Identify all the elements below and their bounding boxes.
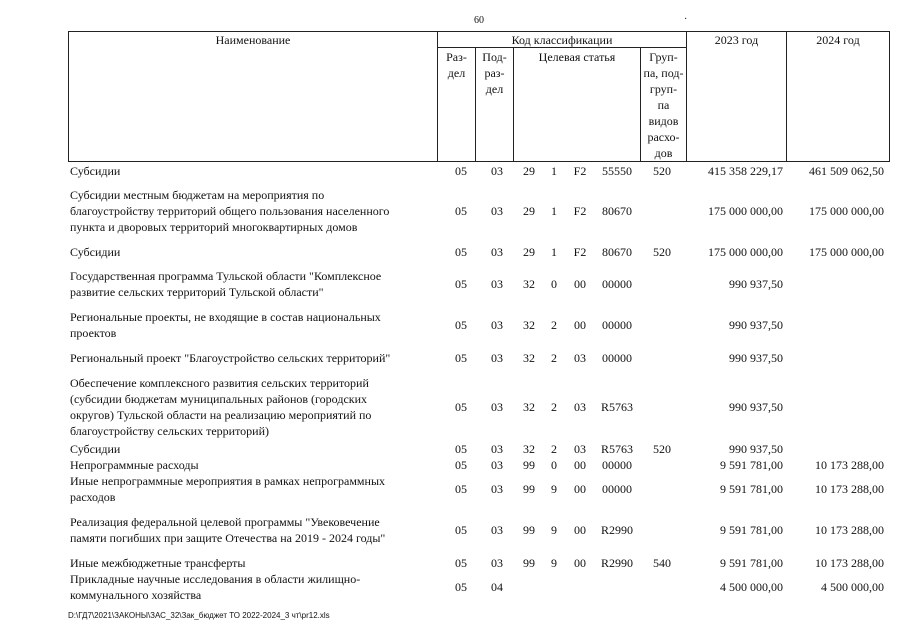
row-name-line: Региональные проекты, не входящие в состав национальных xyxy=(70,310,381,324)
header-podrazdel-line: дел xyxy=(485,82,504,96)
row-name-line: коммунального хозяйства xyxy=(70,588,202,602)
target-direction-cell: 00000 xyxy=(602,458,632,472)
target-program-cell: 32 xyxy=(523,351,535,365)
target-event-cell: F2 xyxy=(573,245,587,259)
header-code: Код классификации xyxy=(511,33,613,47)
target-subprogram-cell: 2 xyxy=(551,351,557,365)
razdel-cell: 05 xyxy=(455,458,467,472)
row-name-line: Субсидии xyxy=(70,442,121,456)
row-name xyxy=(70,441,425,457)
amount-2023-cell: 9 591 781,00 xyxy=(720,523,783,537)
header-bottom-line xyxy=(68,161,890,162)
row-name-line: Иные межбюджетные трансферты xyxy=(70,556,246,570)
header-2023: 2023 год xyxy=(714,33,759,47)
amount-2023-cell: 175 000 000,00 xyxy=(708,245,783,259)
target-event-cell: 00 xyxy=(574,523,586,537)
target-event-cell: F2 xyxy=(573,204,587,218)
row-name-line: Субсидии xyxy=(70,164,121,178)
row-name xyxy=(70,309,425,341)
row-name xyxy=(70,457,425,473)
expense-group-cell: 520 xyxy=(653,442,671,456)
amount-2023-cell: 4 500 000,00 xyxy=(720,580,783,594)
row-name-line: проектов xyxy=(70,326,117,340)
header-razdel xyxy=(438,49,475,81)
target-subprogram-cell: 9 xyxy=(551,482,557,496)
header-group-line: видов xyxy=(648,114,679,128)
target-program-cell: 29 xyxy=(523,245,535,259)
target-program-cell: 29 xyxy=(523,204,535,218)
podrazdel-cell: 03 xyxy=(491,318,503,332)
podrazdel-cell: 03 xyxy=(491,523,503,537)
header-podrazdel-line: Под- xyxy=(482,50,507,64)
target-program-cell: 32 xyxy=(523,318,535,332)
header-group xyxy=(641,49,686,161)
row-name-line: расходов xyxy=(70,490,116,504)
expense-group-cell: 540 xyxy=(653,556,671,570)
expense-group-cell: 520 xyxy=(653,245,671,259)
podrazdel-cell: 03 xyxy=(491,442,503,456)
header-group-line: па, под- xyxy=(643,66,684,80)
podrazdel-cell: 03 xyxy=(491,277,503,291)
border-left xyxy=(68,31,69,162)
header-group-line: па xyxy=(657,98,670,112)
row-name xyxy=(70,514,425,546)
razdel-cell: 05 xyxy=(455,523,467,537)
amount-2024-cell: 10 173 288,00 xyxy=(815,556,884,570)
target-program-cell: 99 xyxy=(523,556,535,570)
target-direction-cell: 00000 xyxy=(602,351,632,365)
amount-2023-cell: 415 358 229,17 xyxy=(708,164,783,178)
header-target: Целевая статья xyxy=(538,50,616,64)
row-name-line: Региональный проект "Благоустройство сельских территорий" xyxy=(70,351,391,365)
target-event-cell: 00 xyxy=(574,482,586,496)
amount-2023-cell: 990 937,50 xyxy=(729,442,783,456)
target-event-cell: 00 xyxy=(574,277,586,291)
target-event-cell: 03 xyxy=(574,400,586,414)
row-name xyxy=(70,375,425,439)
razdel-cell: 05 xyxy=(455,277,467,291)
amount-2023-cell: 9 591 781,00 xyxy=(720,458,783,472)
amount-2023-cell: 990 937,50 xyxy=(729,351,783,365)
header-group-line: Груп- xyxy=(649,50,678,64)
header-name: Наименование xyxy=(215,33,291,47)
podrazdel-cell: 03 xyxy=(491,245,503,259)
row-name xyxy=(70,555,425,571)
target-subprogram-cell: 2 xyxy=(551,400,557,414)
row-name xyxy=(70,268,425,300)
target-event-cell: F2 xyxy=(573,164,587,178)
header-podrazdel xyxy=(476,49,513,97)
row-name xyxy=(70,163,425,179)
footer-path: D:\ГД7\2021\ЗАКОНЫ\ЗАС_32\Зак_бюджет ТО 2022-2024_3 чт\pr12.xls xyxy=(68,611,330,620)
target-direction-cell: R2990 xyxy=(600,523,633,537)
header-group-line: дов xyxy=(654,146,673,160)
row-name-line: Субсидии xyxy=(70,245,121,259)
row-name-line: развитие сельских территорий Тульской области" xyxy=(70,285,324,299)
target-program-cell: 32 xyxy=(523,442,535,456)
target-subprogram-cell: 2 xyxy=(551,442,557,456)
row-name-line: пункта и дворовых территорий многоквартирных домов xyxy=(70,220,358,234)
target-subprogram-cell: 0 xyxy=(551,458,557,472)
border-2023 xyxy=(786,31,787,162)
target-program-cell: 99 xyxy=(523,482,535,496)
podrazdel-cell: 03 xyxy=(491,164,503,178)
target-subprogram-cell: 9 xyxy=(551,556,557,570)
target-event-cell: 03 xyxy=(574,442,586,456)
row-name xyxy=(70,473,425,505)
podrazdel-cell: 03 xyxy=(491,458,503,472)
row-name-line: округов) Тульской области на реализацию мероприятий по xyxy=(70,408,372,422)
target-direction-cell: 55550 xyxy=(602,164,632,178)
header-group-line: груп- xyxy=(649,82,678,96)
target-direction-cell: 80670 xyxy=(602,245,632,259)
target-program-cell: 32 xyxy=(523,400,535,414)
row-name xyxy=(70,187,425,235)
target-event-cell: 03 xyxy=(574,351,586,365)
target-direction-cell: R5763 xyxy=(600,400,633,414)
podrazdel-cell: 03 xyxy=(491,204,503,218)
podrazdel-cell: 04 xyxy=(491,580,503,594)
amount-2023-cell: 175 000 000,00 xyxy=(708,204,783,218)
target-subprogram-cell: 1 xyxy=(551,204,557,218)
row-name-line: Непрограммные расходы xyxy=(70,458,199,472)
amount-2023-cell: 990 937,50 xyxy=(729,277,783,291)
target-direction-cell: 00000 xyxy=(602,318,632,332)
amount-2023-cell: 9 591 781,00 xyxy=(720,482,783,496)
header-2024: 2024 год xyxy=(816,33,860,47)
border-right xyxy=(889,31,890,162)
header-group-line: расхо- xyxy=(647,130,680,144)
razdel-cell: 05 xyxy=(455,556,467,570)
header-razdel-line: дел xyxy=(447,66,466,80)
target-direction-cell: 80670 xyxy=(602,204,632,218)
target-direction-cell: R5763 xyxy=(600,442,633,456)
stray-mark: · xyxy=(684,14,688,25)
row-name-line: Иные непрограммные мероприятия в рамках непрограммных xyxy=(70,474,386,488)
header-razdel-line: Раз- xyxy=(446,50,467,64)
target-program-cell: 29 xyxy=(523,164,535,178)
amount-2024-cell: 4 500 000,00 xyxy=(821,580,884,594)
podrazdel-cell: 03 xyxy=(491,482,503,496)
amount-2024-cell: 10 173 288,00 xyxy=(815,523,884,537)
target-subprogram-cell: 1 xyxy=(551,245,557,259)
row-name-line: Субсидии местным бюджетам на мероприятия по xyxy=(70,188,325,202)
razdel-cell: 05 xyxy=(455,351,467,365)
razdel-cell: 05 xyxy=(455,245,467,259)
amount-2024-cell: 175 000 000,00 xyxy=(809,245,884,259)
target-subprogram-cell: 0 xyxy=(551,277,557,291)
target-subprogram-cell: 2 xyxy=(551,318,557,332)
target-direction-cell: R2990 xyxy=(600,556,633,570)
amount-2024-cell: 461 509 062,50 xyxy=(809,164,884,178)
header-podrazdel-line: раз- xyxy=(484,66,505,80)
row-name-line: благоустройству сельских территорий) xyxy=(70,424,270,438)
row-name xyxy=(70,350,425,366)
target-subprogram-cell: 9 xyxy=(551,523,557,537)
row-name-line: памяти погибших при защите Отечества на 2019 - 2024 годы" xyxy=(70,531,386,545)
target-direction-cell: 00000 xyxy=(602,482,632,496)
podrazdel-cell: 03 xyxy=(491,400,503,414)
amount-2024-cell: 10 173 288,00 xyxy=(815,482,884,496)
target-program-cell: 99 xyxy=(523,523,535,537)
target-event-cell: 00 xyxy=(574,556,586,570)
row-name xyxy=(70,571,425,603)
target-program-cell: 32 xyxy=(523,277,535,291)
expense-group-cell: 520 xyxy=(653,164,671,178)
target-event-cell: 00 xyxy=(574,458,586,472)
row-name-line: Прикладные научные исследования в области жилищно- xyxy=(70,572,361,586)
amount-2023-cell: 9 591 781,00 xyxy=(720,556,783,570)
border-group xyxy=(686,31,687,162)
razdel-cell: 05 xyxy=(455,442,467,456)
razdel-cell: 05 xyxy=(455,204,467,218)
row-name-line: (субсидии бюджетам муниципальных районов (городских xyxy=(70,392,368,406)
row-name xyxy=(70,244,425,260)
target-event-cell: 00 xyxy=(574,318,586,332)
row-name-line: Государственная программа Тульской области "Комплексное xyxy=(70,269,382,283)
target-direction-cell: 00000 xyxy=(602,277,632,291)
razdel-cell: 05 xyxy=(455,400,467,414)
row-name-line: Обеспечение комплексного развития сельских территорий xyxy=(70,376,369,390)
amount-2024-cell: 10 173 288,00 xyxy=(815,458,884,472)
amount-2024-cell: 175 000 000,00 xyxy=(809,204,884,218)
row-name-line: Реализация федеральной целевой программы "Увековечение xyxy=(70,515,380,529)
razdel-cell: 05 xyxy=(455,318,467,332)
page-number: 60 xyxy=(474,15,484,26)
razdel-cell: 05 xyxy=(455,580,467,594)
razdel-cell: 05 xyxy=(455,482,467,496)
target-subprogram-cell: 1 xyxy=(551,164,557,178)
razdel-cell: 05 xyxy=(455,164,467,178)
podrazdel-cell: 03 xyxy=(491,556,503,570)
amount-2023-cell: 990 937,50 xyxy=(729,400,783,414)
podrazdel-cell: 03 xyxy=(491,351,503,365)
amount-2023-cell: 990 937,50 xyxy=(729,318,783,332)
target-program-cell: 99 xyxy=(523,458,535,472)
row-name-line: благоустройству территорий общего пользования населенного xyxy=(70,204,390,218)
